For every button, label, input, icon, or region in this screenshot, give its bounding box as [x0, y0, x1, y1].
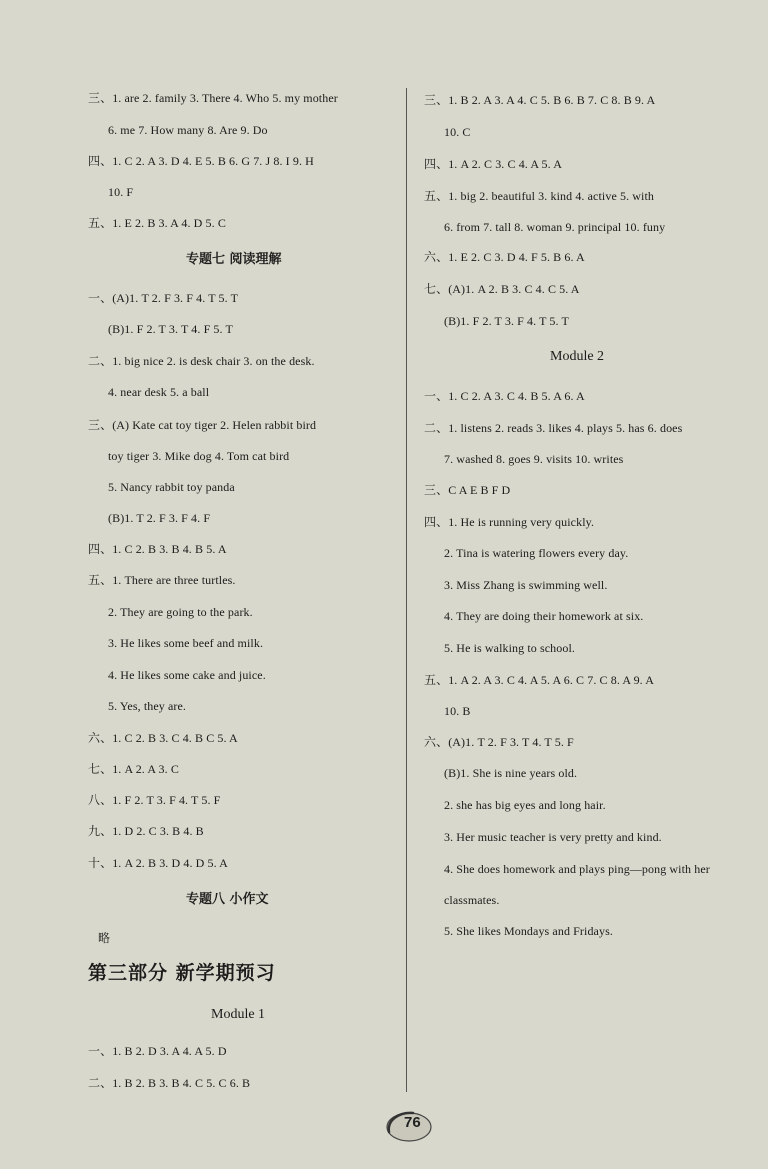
answer-line: 5. He is walking to school. [444, 641, 576, 655]
answer-line: 五、1. There are three turtles. [88, 573, 236, 587]
answer-line: 5. She likes Mondays and Fridays. [444, 924, 613, 938]
answer-line: toy tiger 3. Mike dog 4. Tom cat bird [108, 449, 290, 463]
answer-line: 一、1. C 2. A 3. C 4. B 5. A 6. A [424, 389, 585, 403]
answer-line: 二、1. big nice 2. is desk chair 3. on the desk. [88, 354, 315, 368]
page-number: 76 [404, 1114, 421, 1131]
answer-line: 三、1. B 2. A 3. A 4. C 5. B 6. B 7. C 8. B 9. A [424, 93, 656, 107]
answer-line: 10. F [108, 185, 134, 199]
answer-line: 4. She does homework and plays ping—pong with her [444, 862, 710, 876]
answer-line: 七、1. A 2. A 3. C [88, 762, 179, 776]
answer-line: 4. They are doing their homework at six. [444, 609, 644, 623]
answer-line: 二、1. B 2. B 3. B 4. C 5. C 6. B [88, 1076, 251, 1090]
answer-line: 三、(A) Kate cat toy tiger 2. Helen rabbit bird [88, 418, 317, 432]
answer-line: 五、1. E 2. B 3. A 4. D 5. C [88, 216, 226, 230]
answer-line: 5. Yes, they are. [108, 699, 187, 713]
answer-line: 2. she has big eyes and long hair. [444, 798, 606, 812]
answer-line: 九、1. D 2. C 3. B 4. B [88, 824, 204, 838]
answer-line: 2. They are going to the park. [108, 605, 253, 619]
answer-line: 五、1. A 2. A 3. C 4. A 5. A 6. C 7. C 8. A 9. A [424, 673, 654, 687]
answer-line: 6. from 7. tall 8. woman 9. principal 10. funy [444, 220, 666, 234]
answer-line: classmates. [444, 893, 500, 907]
answer-line: 10. B [444, 704, 471, 718]
answer-line: 四、1. A 2. C 3. C 4. A 5. A [424, 157, 562, 171]
answer-line: 十、1. A 2. B 3. D 4. D 5. A [88, 856, 228, 870]
answer-line: (B)1. F 2. T 3. F 4. T 5. T [444, 314, 569, 328]
section-heading-reading: 专题七 阅读理解 [186, 252, 282, 267]
answer-line: 三、1. are 2. family 3. There 4. Who 5. my mother [88, 91, 338, 105]
answer-line: 3. Miss Zhang is swimming well. [444, 578, 608, 592]
module-1-heading: Module 1 [211, 1007, 266, 1022]
module-2-heading: Module 2 [550, 349, 605, 364]
part-three-heading: 第三部分 新学期预习 [88, 962, 276, 984]
answer-line: 10. C [444, 125, 471, 139]
answer-line: 一、(A)1. T 2. F 3. F 4. T 5. T [88, 291, 239, 305]
answer-line: 七、(A)1. A 2. B 3. C 4. C 5. A [424, 282, 580, 296]
answer-line: 4. near desk 5. a ball [108, 385, 210, 399]
answer-line: 3. He likes some beef and milk. [108, 636, 264, 650]
answer-line: 六、(A)1. T 2. F 3. T 4. T 5. F [424, 735, 574, 749]
answer-line: 6. me 7. How many 8. Are 9. Do [108, 123, 268, 137]
answer-line: 3. Her music teacher is very pretty and kind. [444, 830, 662, 844]
answer-line: 四、1. C 2. A 3. D 4. E 5. B 6. G 7. J 8. I 9. H [88, 154, 314, 168]
column-divider [406, 88, 407, 1092]
answer-line: 四、1. He is running very quickly. [424, 515, 595, 529]
answer-line: 5. Nancy rabbit toy panda [108, 480, 235, 494]
answer-line: (B)1. T 2. F 3. F 4. F [108, 511, 211, 525]
answer-line: 六、1. C 2. B 3. C 4. B C 5. A [88, 731, 238, 745]
answer-line: 二、1. listens 2. reads 3. likes 4. plays 5. has 6. does [424, 421, 683, 435]
answer-line: (B)1. F 2. T 3. T 4. F 5. T [108, 322, 233, 336]
answer-line: 八、1. F 2. T 3. F 4. T 5. F [88, 793, 221, 807]
answer-line: 四、1. C 2. B 3. B 4. B 5. A [88, 542, 227, 556]
answer-line: 略 [98, 931, 111, 945]
answer-line: 一、1. B 2. D 3. A 4. A 5. D [88, 1044, 227, 1058]
section-heading-composition: 专题八 小作文 [186, 892, 269, 907]
answer-line: 三、C A E B F D [424, 483, 511, 497]
answer-line: 六、1. E 2. C 3. D 4. F 5. B 6. A [424, 250, 585, 264]
answer-line: 7. washed 8. goes 9. visits 10. writes [444, 452, 624, 466]
answer-line: 2. Tina is watering flowers every day. [444, 546, 629, 560]
answer-line: 4. He likes some cake and juice. [108, 668, 266, 682]
answer-line: (B)1. She is nine years old. [444, 766, 578, 780]
answer-line: 五、1. big 2. beautiful 3. kind 4. active 5. with [424, 189, 654, 203]
